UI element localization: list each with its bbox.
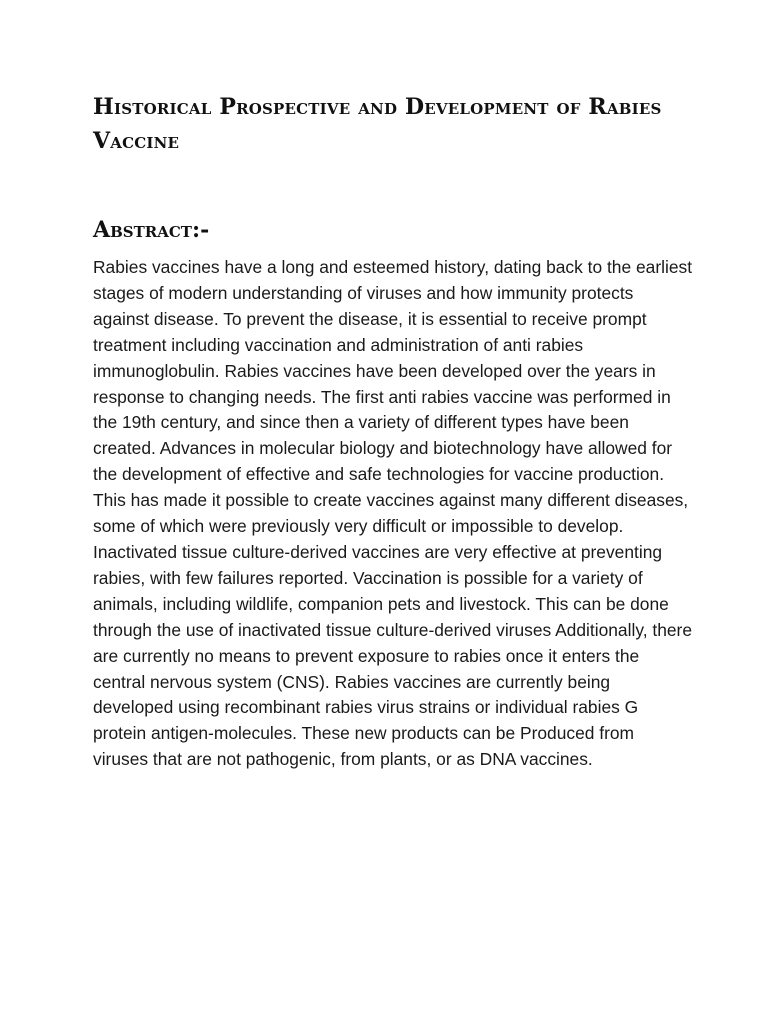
document-title: Historical Prospective and Development of Rabies Vaccine	[93, 94, 662, 154]
abstract-paragraph: Rabies vaccines have a long and esteemed history, dating back to the earliest stages of modern understanding of viruses and how immunity protects against disease. To prevent the disease, it is essential to receive prompt treatment including vaccination and administration of anti rabies immunoglobulin. Rabies vaccines have been developed over the years in response to changing needs. The first anti rabies vaccine was performed in the 19th century, and since then a variety of different types have been created. Advances in molecular biology and biotechnology have allowed for the development of effective and safe technologies for vaccine production. This has made it possible to create vaccines against many different diseases, some of which were previously very difficult or impossible to develop. Inactivated tissue culture-derived vaccines are very effective at preventing rabies, with few failures reported. Vaccination is possible for a variety of animals, including wildlife, companion pets and livestock. This can be done through the use of inactivated tissue culture-derived viruses Additionally, there are currently no means to prevent exposure to rabies once it enters the central nervous system (CNS). Rabies vaccines are currently being developed using recombinant rabies virus strains or individual rabies G protein antigen-molecules. These new products can be Produced from viruses that are not pathogenic, from plants, or as DNA vaccines.	[93, 257, 693, 770]
abstract-heading: Abstract:-	[93, 217, 210, 243]
